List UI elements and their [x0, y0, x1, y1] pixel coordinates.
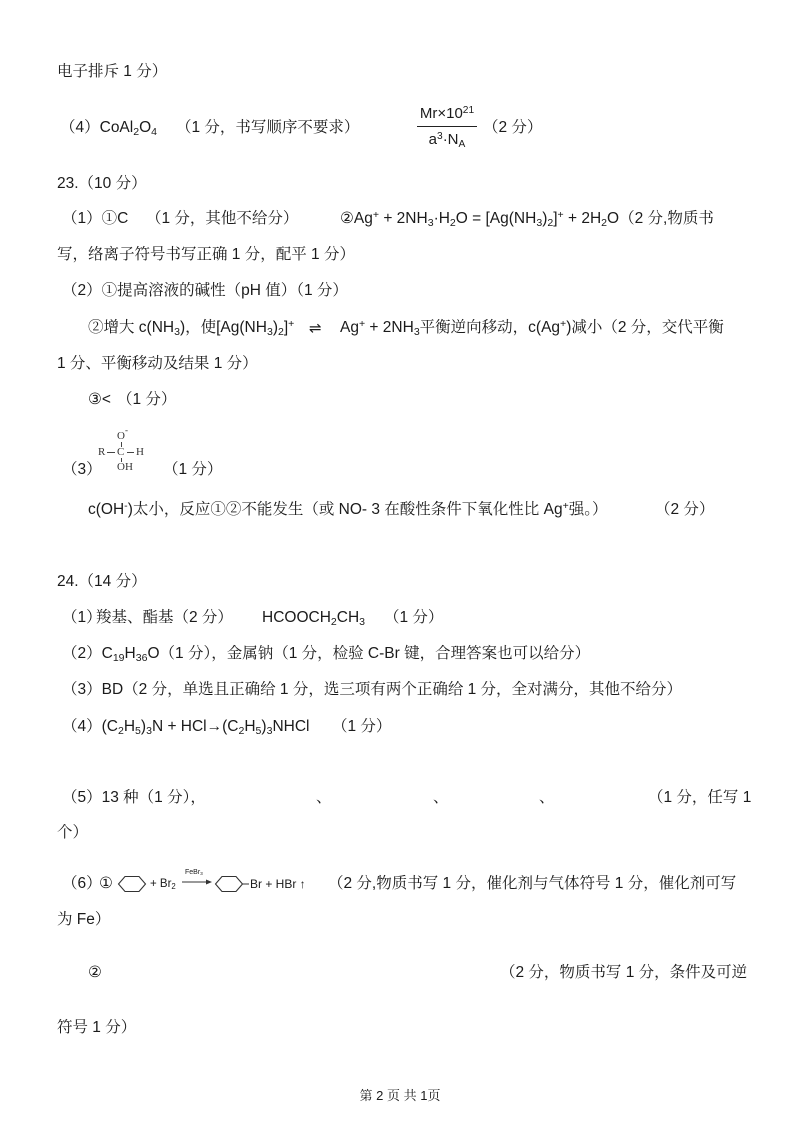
text-run: ) — [261, 718, 267, 735]
atom-carbon: C — [117, 446, 125, 458]
q22-p4-formula — [60, 117, 157, 139]
q23-p3-score: （1 分） — [163, 461, 223, 478]
superscript: - — [124, 500, 128, 513]
q23-p3-reason — [88, 499, 608, 521]
subscript: 3 — [536, 217, 543, 230]
reagent-bromine — [150, 876, 176, 892]
reaction-products: Br + HBr ↑ — [250, 877, 306, 891]
q22-continuation-line: 电子排斥 1 分） — [57, 63, 168, 80]
text-run: ②Ag — [340, 210, 373, 227]
q24-p6-reaction-2-marker: ② — [88, 964, 102, 981]
text-run: CH — [336, 609, 360, 626]
subscript: 2 — [330, 616, 337, 629]
text-run: )，使[Ag(NH — [179, 319, 267, 336]
q24-p1-formula — [262, 607, 365, 629]
subscript: 3 — [200, 872, 203, 878]
text-run: c(OH — [88, 501, 125, 518]
q23-p3-reason-score: （2 分） — [655, 501, 715, 518]
q23-p2-answer-3-score: （1 分） — [117, 391, 177, 408]
q24-p5-separator: 、 — [316, 789, 332, 806]
text-run: Ag — [340, 319, 359, 336]
superscript: + — [372, 209, 380, 222]
text-run: + 2H — [563, 210, 602, 227]
text-run: O（2 分,物质书 — [607, 210, 714, 227]
negative-charge: - — [125, 425, 128, 435]
fraction-numerator — [414, 104, 480, 124]
subscript: 5 — [255, 725, 262, 738]
bromobenzene-ring-icon — [214, 875, 250, 893]
text-run: O = [Ag(NH — [455, 210, 537, 227]
subscript: 3 — [266, 326, 273, 339]
q24-p1-label: （1） — [62, 609, 102, 626]
text-run: H — [124, 645, 136, 662]
q23-p2-answer-2-left — [88, 317, 294, 339]
subscript: A — [458, 139, 466, 151]
q23-heading: 23.（10 分） — [57, 175, 147, 192]
q23-p1-continuation: 写，络离子符号书写正确 1 分，配平 1 分） — [57, 246, 355, 263]
subscript: 19 — [112, 652, 125, 665]
fraction-denominator — [414, 127, 480, 151]
catalyst-label — [185, 868, 203, 877]
subscript: 3 — [359, 616, 365, 629]
q24-p3-answer: （3）BD（2 分，单选且正确给 1 分，选三项有两个正确给 1 分，全对满分，其他不给分） — [62, 681, 683, 698]
text-run: （4）(C — [62, 718, 118, 735]
superscript: + — [358, 318, 366, 331]
text-run: )太小，反应①②不能发生（或 NO- 3 在酸性条件下氧化性比 Ag — [127, 501, 563, 518]
q22-p4-density-fraction — [414, 104, 480, 151]
text-run: ·H — [433, 210, 450, 227]
q24-p2-answer — [62, 643, 590, 665]
q23-p2-answer-2-continuation: 1 分、平衡移动及结果 1 分） — [57, 355, 258, 372]
q24-heading: 24.（14 分） — [57, 573, 147, 590]
subscript: 5 — [135, 725, 141, 738]
q24-p6-reaction-2-note: （2 分，物质书写 1 分，条件及可逆 — [500, 964, 748, 981]
text-run: ) — [140, 718, 147, 735]
subscript: 2 — [238, 725, 245, 738]
text-run: H — [244, 718, 256, 735]
text-run: N + HCl→(C — [151, 718, 239, 735]
bond-r-c — [107, 452, 115, 453]
q24-p5-separator: 、 — [539, 789, 555, 806]
q24-p4-equation — [62, 716, 309, 738]
text-run: ) — [542, 210, 548, 227]
subscript: 3 — [174, 326, 180, 339]
q23-p2-answer-3: ③< — [88, 391, 111, 408]
q24-p1-score: （1 分） — [384, 609, 444, 626]
atom-hydrogen: H — [136, 446, 144, 458]
q23-p2-answer-1: （2）①提高溶液的碱性（pH 值）（1 分） — [62, 282, 348, 299]
text-run: Mr×10 — [419, 105, 463, 122]
q22-p4-note: （1 分，书写顺序不要求） — [176, 119, 360, 136]
subscript: 2 — [277, 326, 284, 339]
q24-p5-note: （1 分，任写 1 — [648, 789, 752, 806]
subscript: 2 — [171, 882, 176, 892]
q24-p6-reaction-2-continuation: 符号 1 分） — [57, 1019, 137, 1036]
q23-p2-answer-2-right — [340, 317, 724, 339]
q23-p3-label: （3） — [62, 461, 102, 478]
q24-p6-reaction-1-continuation: 为 Fe） — [57, 911, 111, 928]
subscript: 2 — [133, 126, 140, 139]
superscript: + — [557, 209, 564, 222]
superscript: 21 — [462, 105, 475, 117]
text-run: （2）C — [62, 645, 113, 662]
superscript: 3 — [437, 131, 443, 143]
q23-p1-equation — [340, 208, 714, 230]
text-run: O — [139, 119, 152, 136]
page-footer: 第 2 页 共 1页 — [359, 1088, 441, 1103]
structural-formula — [96, 426, 152, 476]
superscript: + — [560, 318, 567, 331]
atom-r-group: R — [98, 446, 106, 458]
q24-p5-separator: 、 — [433, 789, 449, 806]
text-run: H — [123, 718, 136, 735]
subscript: 3 — [413, 326, 420, 339]
subscript: 3 — [427, 217, 434, 230]
atom-oxygen-top: O — [117, 430, 125, 442]
superscript: + — [288, 318, 295, 331]
group-hydroxyl: OH — [117, 461, 133, 473]
q24-p6-reaction-1-note: （2 分,物质书写 1 分，催化剂与气体符号 1 分，催化剂可写 — [328, 875, 737, 892]
subscript: 2 — [547, 217, 554, 230]
superscript: + — [562, 500, 569, 513]
q23-p1-answer-note: （1 分，其他不给分） — [146, 210, 299, 227]
text-run: + 2NH — [379, 210, 428, 227]
q23-p1-answer: （1）①C — [62, 210, 129, 227]
subscript: 2 — [449, 217, 456, 230]
text-run: O（1 分），金属钠（1 分，检验 C-Br 键，合理答案也可以给分） — [147, 645, 591, 662]
text-run: )减小（2 分，交代平衡 — [566, 319, 724, 336]
subscript: 36 — [135, 652, 148, 665]
text-run: 强。） — [568, 501, 608, 518]
q24-p5-answer: （5）13 种（1 分）， — [62, 789, 206, 806]
subscript: 2 — [601, 217, 608, 230]
text-run: 平衡逆向移动，c(Ag — [419, 319, 561, 336]
text-run: HCOOCH — [262, 609, 331, 626]
q24-p5-continuation: 个） — [57, 824, 89, 841]
text-run: + Br — [150, 878, 172, 890]
q24-p4-score: （1 分） — [332, 718, 392, 735]
q24-p6-reaction-1-marker: ① — [99, 875, 113, 892]
text-run: FeBr — [185, 869, 201, 876]
text-run: ] — [553, 210, 558, 227]
subscript: 3 — [266, 725, 273, 738]
text-run: NHCl — [272, 718, 310, 735]
q22-p4-score: （2 分） — [483, 119, 543, 136]
text-run: + 2NH — [365, 319, 414, 336]
reaction-arrow-icon — [182, 878, 212, 886]
text-run: （4）CoAl — [60, 119, 134, 136]
bond-c-h — [127, 452, 134, 453]
subscript: 4 — [151, 126, 157, 139]
benzene-ring-icon — [117, 875, 147, 893]
text-run: ] — [283, 319, 289, 336]
text-run: ·N — [442, 131, 459, 148]
subscript: 3 — [146, 725, 152, 738]
q24-p1-answer: 羧基、酯基（2 分） — [96, 609, 233, 626]
subscript: 2 — [117, 725, 124, 738]
q24-p6-label: （6） — [62, 875, 102, 892]
text-run: a — [428, 131, 438, 148]
text-run: ) — [272, 319, 278, 336]
text-run: ②增大 c(NH — [88, 319, 175, 336]
equilibrium-arrow: ⇌ — [309, 319, 322, 337]
